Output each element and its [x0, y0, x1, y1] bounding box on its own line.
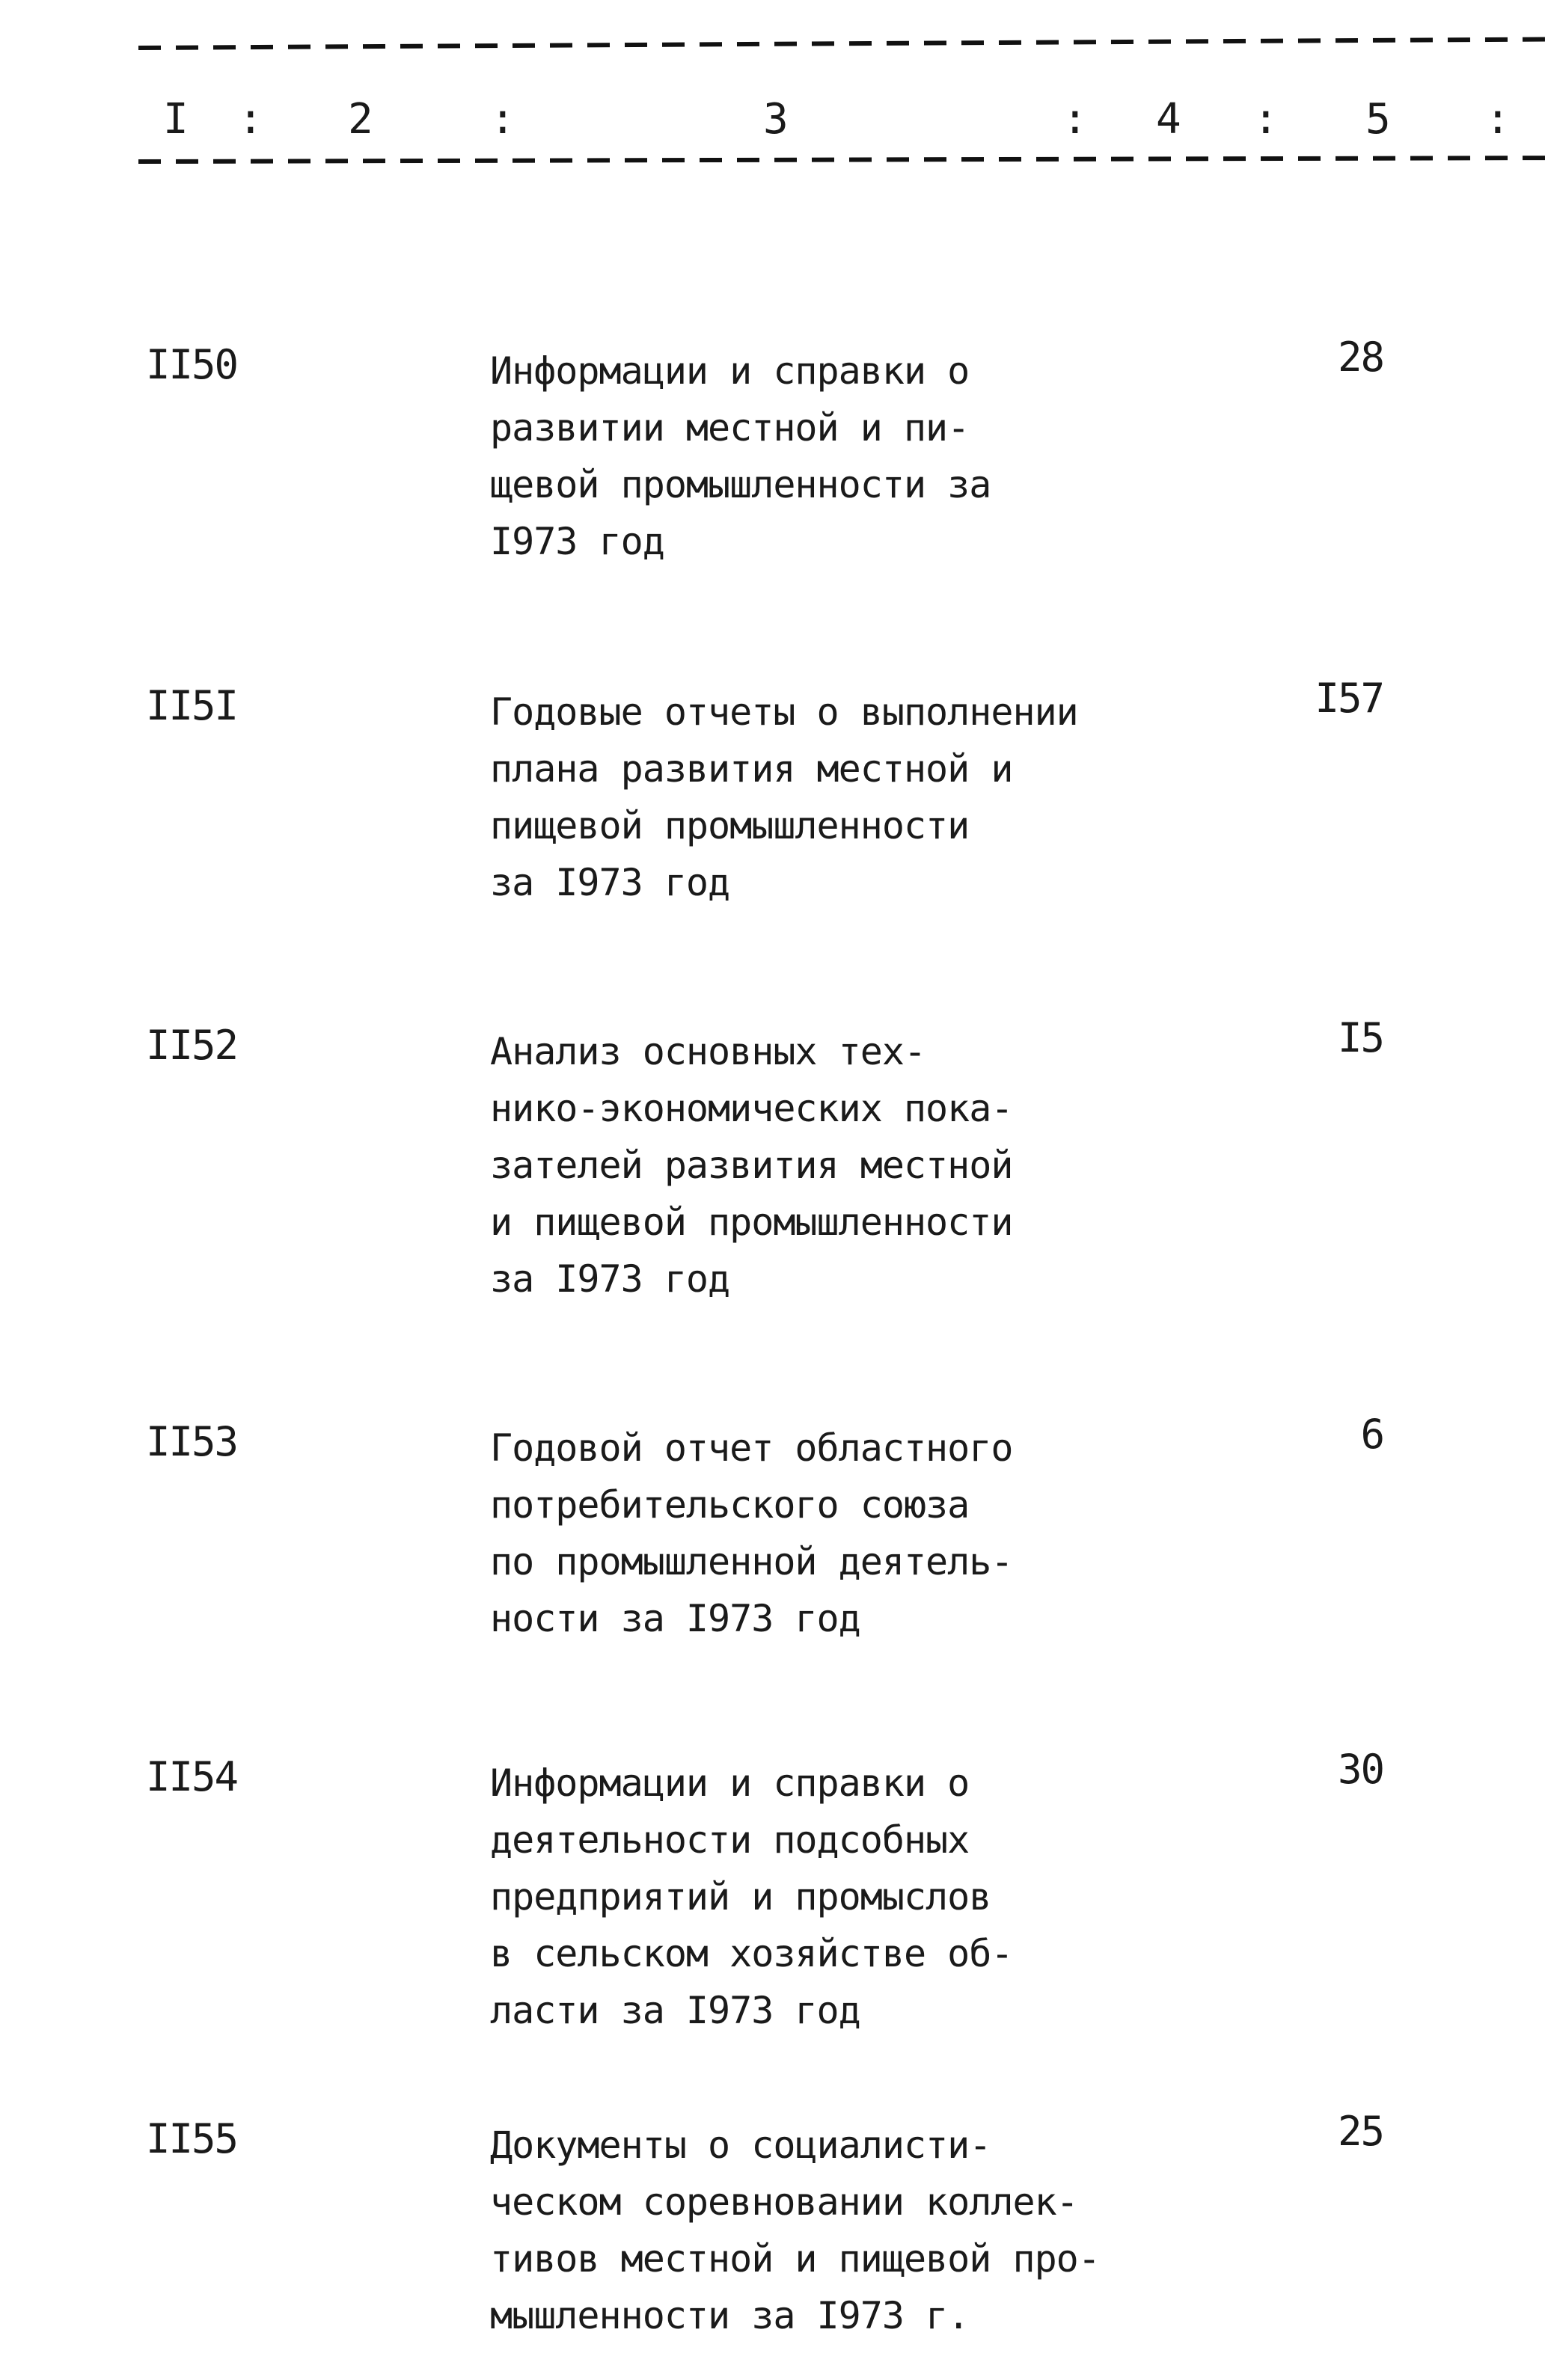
entry-title — [490, 1023, 1163, 1307]
entry-title — [490, 684, 1163, 911]
column-header-4: 4 — [1156, 95, 1181, 144]
entry-title-line: мышленности за I973 г. — [490, 2294, 970, 2337]
entry-number: II55 — [146, 2115, 238, 2162]
entry-title-line: пищевой промышленности — [490, 804, 970, 847]
column-header-1: I — [163, 95, 189, 144]
entry-number: II54 — [146, 1753, 238, 1800]
entry-title-line: деятельности подсобных — [490, 1818, 970, 1862]
entry-title-line: потребительского союза — [490, 1483, 970, 1527]
entry-sheet-count: 6 — [1360, 1411, 1383, 1458]
column-separator: : — [490, 95, 516, 144]
entry-title-line: за I973 год — [490, 861, 730, 904]
entry-sheet-count: 28 — [1337, 334, 1383, 381]
column-separator: : — [1253, 95, 1279, 144]
header-top-dashed-rule — [138, 36, 1548, 51]
entry-title-line: щевой промышленности за — [490, 463, 991, 506]
column-separator: : — [1062, 95, 1088, 144]
entry-title-line: Анализ основных тех- — [490, 1030, 926, 1073]
column-header-5: 5 — [1365, 95, 1391, 144]
entry-number: II5I — [146, 682, 238, 729]
entry-title-line: плана развития местной и — [490, 747, 1013, 791]
entry-title-line: и пищевой промышленности — [490, 1200, 1013, 1244]
entry-title-line: Информации и справки о — [490, 349, 970, 393]
entry-sheet-count: 25 — [1337, 2108, 1383, 2155]
entry-title-line: ласти за I973 год — [490, 1989, 860, 2032]
entry-title-line: ности за I973 год — [490, 1597, 860, 1640]
entry-title-line: Документы о социалисти- — [490, 2123, 991, 2167]
entry-title — [490, 1755, 1163, 2039]
column-separator: : — [1485, 95, 1511, 144]
entry-title-line: нико-экономических пока- — [490, 1087, 1013, 1130]
entry-number: II52 — [146, 1022, 238, 1069]
entry-number: II53 — [146, 1418, 238, 1465]
entry-title-line: развитии местной и пи- — [490, 406, 970, 450]
column-header-3: 3 — [763, 95, 789, 144]
entry-title-line: Информации и справки о — [490, 1761, 970, 1805]
entry-title-line: I973 год — [490, 520, 664, 563]
entry-title — [490, 1420, 1163, 1647]
entry-title-line: зателей развития местной — [490, 1144, 1013, 1187]
column-header-2: 2 — [348, 95, 373, 144]
entry-number: II50 — [146, 341, 238, 388]
entry-title-line: в сельском хозяйстве об- — [490, 1932, 1013, 1975]
column-separator: : — [238, 95, 263, 144]
entry-sheet-count: I5 — [1337, 1014, 1383, 1061]
entry-sheet-count: I57 — [1315, 675, 1383, 722]
entry-title — [490, 343, 1163, 570]
entry-title-line: Годовой отчет областного — [490, 1426, 1013, 1470]
entry-title-line: Годовые отчеты о выполнении — [490, 690, 1078, 734]
header-bottom-dashed-rule — [138, 155, 1548, 165]
entry-title — [490, 2117, 1163, 2344]
entry-sheet-count: 30 — [1337, 1746, 1383, 1793]
entry-title-line: ческом соревновании коллек- — [490, 2180, 1078, 2224]
entry-title-line: тивов местной и пищевой про- — [490, 2237, 1100, 2281]
entry-title-line: по промышленной деятель- — [490, 1540, 1013, 1583]
column-number-header — [0, 90, 1548, 150]
entry-title-line: предприятий и промыслов — [490, 1875, 991, 1919]
entry-title-line: за I973 год — [490, 1257, 730, 1301]
